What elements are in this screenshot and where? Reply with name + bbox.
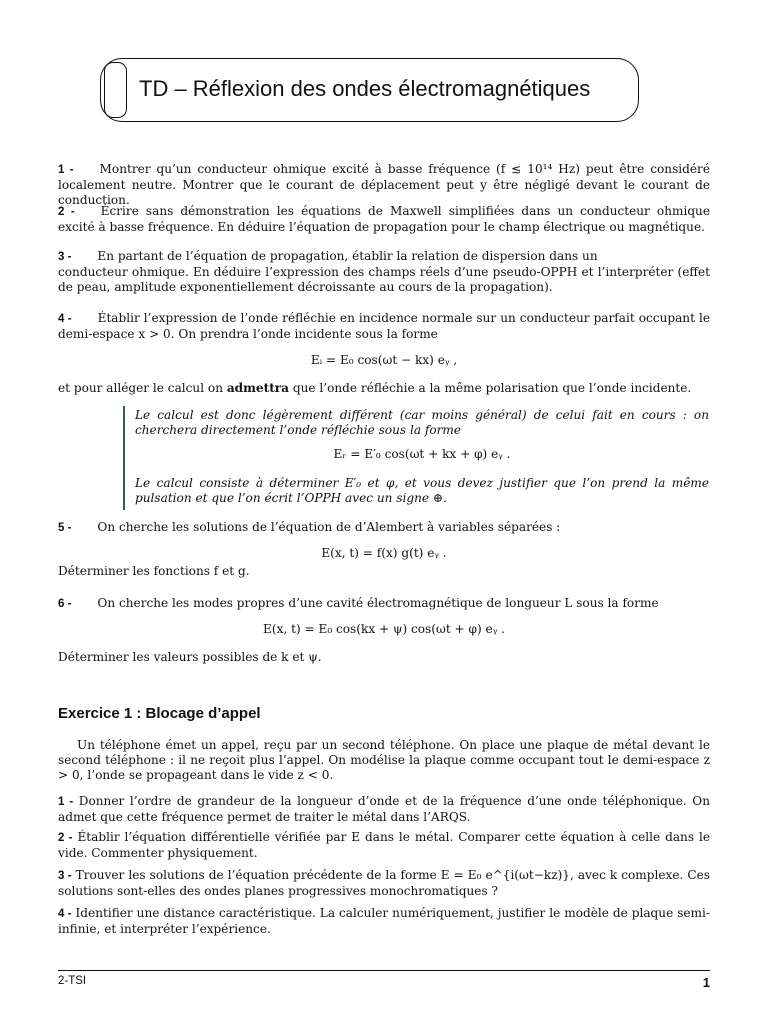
equation-separated-variables: E(x, t) = f(x) g(t) eᵧ . xyxy=(321,546,447,560)
admettra-bold: admettra xyxy=(226,381,290,395)
question-number: 2 - xyxy=(58,832,73,844)
question-number: 4 - xyxy=(58,313,72,325)
after-text: et pour alléger le calcul on xyxy=(58,381,227,395)
question-6-after: Déterminer les valeurs possibles de k et ψ. xyxy=(58,650,322,664)
question-5-after: Déterminer les fonctions f et g. xyxy=(58,564,250,578)
question-2 xyxy=(58,204,710,235)
exercise-question-4 xyxy=(58,906,710,937)
note-accent-bar xyxy=(123,406,125,510)
question-number: 2 - xyxy=(58,206,75,218)
footer-rule xyxy=(58,970,710,971)
title-frame-tab xyxy=(104,62,127,118)
question-4-after xyxy=(58,381,710,396)
equation-reflected-wave: Eᵣ = E′₀ cos(ωt + kx + φ) eᵧ . xyxy=(333,447,511,461)
question-text: Établir l’expression de l’onde réfléchie en incidence normale sur un conducteur parfait occupant le demi-espace x > 0. On prendra l’onde incidente sous la forme xyxy=(58,311,711,341)
after-text-end: que l’onde réfléchie a la même polarisation que l’onde incidente. xyxy=(289,381,692,395)
exercise-title: Exercice 1 : Blocage d’appel xyxy=(58,705,261,722)
question-number: 5 - xyxy=(58,522,72,534)
question-text: Montrer qu’un conducteur ohmique excité à basse fréquence (f ≲ 10¹⁴ Hz) peut être considéré localement neutre. Montrer que le courant de déplacement peut y être négligé devant le courant de conduction. xyxy=(58,162,710,207)
question-text: En partant de l’équation de propagation, établir la relation de dispersion dans un xyxy=(97,249,598,263)
question-text: On cherche les solutions de l’équation de d’Alembert à variables séparées : xyxy=(97,520,561,534)
question-number: 4 - xyxy=(58,908,72,920)
equation-cavity-modes: E(x, t) = E₀ cos(kx + ψ) cos(ωt + φ) eᵧ . xyxy=(263,622,505,636)
exercise-question-1 xyxy=(58,794,710,825)
question-number: 3 - xyxy=(58,251,72,263)
question-1 xyxy=(58,162,710,208)
exercise-question-3 xyxy=(58,868,710,899)
question-4 xyxy=(58,311,710,342)
question-text: Écrire sans démonstration les équations de Maxwell simplifiées dans un conducteur ohmique excité à basse fréquence. En déduire l’équation de propagation pour le champ électrique ou magnétique. xyxy=(58,204,711,234)
question-6 xyxy=(58,596,710,612)
page-title: TD – Réflexion des ondes électromagnétiques xyxy=(139,76,591,101)
question-number: 6 - xyxy=(58,598,72,610)
question-number: 3 - xyxy=(58,870,72,882)
footer-class-label: 2-TSI xyxy=(58,975,87,987)
exercise-question-2 xyxy=(58,830,710,861)
question-text: Trouver les solutions de l’équation précédente de la forme E = E₀ e^{i(ωt−kz)}, avec k complexe. Ces solutions sont-elles des ondes planes progressives monochromatiques ? xyxy=(58,868,710,898)
question-5 xyxy=(58,520,710,536)
page-number: 1 xyxy=(702,975,710,990)
question-text: Donner l’ordre de grandeur de la longueur d’onde et de la fréquence d’une onde téléphonique. On admet que cette fréquence permet de traiter le métal dans l’ARQS. xyxy=(58,794,710,824)
question-text: On cherche les modes propres d’une cavité électromagnétique de longueur L sous la forme xyxy=(97,596,659,610)
note-paragraph-1: Le calcul est donc légèrement différent (car moins général) de celui fait en cours : on cherchera directement l’onde réfléchie sous la forme xyxy=(135,408,709,437)
question-text: Identifier une distance caractéristique. La calculer numériquement, justifier le modèle de plaque semi-infinie, et interpréter l’expérience. xyxy=(58,906,710,936)
question-text: Établir l’équation différentielle vérifiée par E dans le métal. Comparer cette équation à celle dans le vide. Commenter physiquement. xyxy=(58,830,710,860)
question-number: 1 - xyxy=(58,796,74,808)
exercise-intro: Un téléphone émet un appel, reçu par un second téléphone. On place une plaque de métal devant le second téléphone : il ne reçoit plus l’appel. On modélise la plaque comme occupant tout le demi-espace z > 0, l’onde se propageant dans le vide z < 0. xyxy=(58,738,710,782)
question-3-line-2: conducteur ohmique. En déduire l’expression des champs réels d’une pseudo-OPPH et l’interpréter (effet de peau, amplitude exponentiellement décroissante au cours de la propagation). xyxy=(58,265,710,294)
note-paragraph-2: Le calcul consiste à déterminer E′₀ et φ, et vous devez justifier que l’on prend la même pulsation et que l’on écrit l’OPPH avec un signe ⊕. xyxy=(135,476,709,505)
equation-incident-wave: Eᵢ = E₀ cos(ωt − kx) eᵧ , xyxy=(310,353,458,367)
question-number: 1 - xyxy=(58,164,74,176)
question-3-line-1 xyxy=(58,249,710,265)
